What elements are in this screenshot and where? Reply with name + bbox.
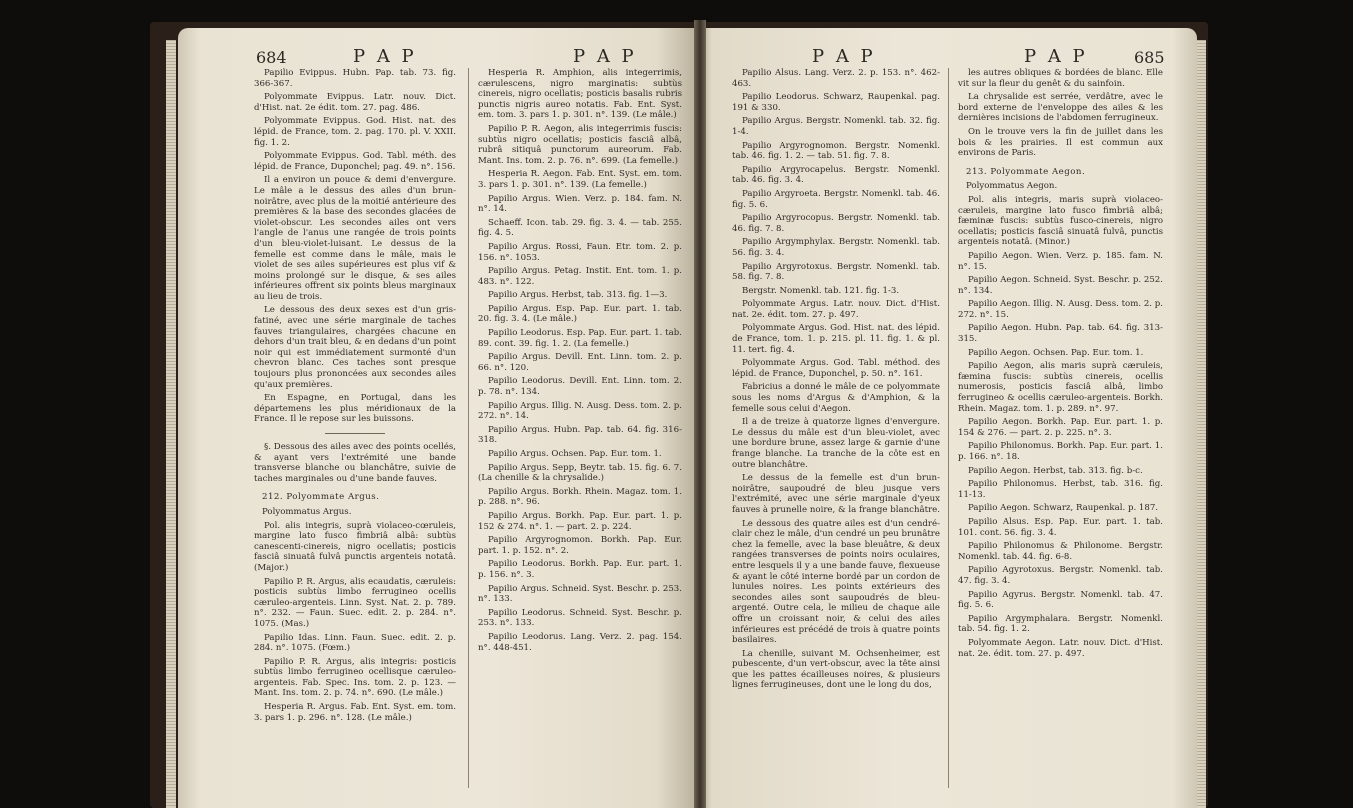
text-paragraph: Polyommate Evippus. God. Tabl. méth. des lépid. de France, Duponchel; pag. 49. n°. 156. [254,151,456,172]
text-paragraph: Papilio Leodorus. Lang. Verz. 2. pag. 154. n°. 448-451. [478,631,682,653]
text-paragraph: Papilio Agyrotoxus. Bergstr. Nomenkl. tab. 47. fig. 3. 4. [958,565,1163,586]
running-head-right-2: P A P [1024,46,1088,67]
text-paragraph: Papilio Aegon. Wien. Verz. p. 185. fam. N. n°. 15. [958,250,1163,272]
text-paragraph: Polyommate Evippus. Latr. nouv. Dict. d'Hist. nat. 2e édit. tom. 27. pag. 486. [254,92,456,113]
text-paragraph: Papilio Philonomus. Borkh. Pap. Eur. part. 1. p. 166. n°. 18. [958,441,1163,462]
text-paragraph: Papilio Argyrognomon. Bergstr. Nomenkl. tab. 46. fig. 1. 2. — tab. 51. fig. 7. 8. [732,140,940,162]
left-page [178,28,698,808]
text-paragraph: Hesperia R. Argus. Fab. Ent. Syst. em. tom. 3. pars 1. p. 296. n°. 128. (Le mâle.) [254,702,456,723]
text-paragraph: Papilio Philonomus. Herbst, tab. 316. fig. 11-13. [958,479,1163,500]
text-paragraph: Papilio Argus. Schneid. Syst. Beschr. p. 253. n°. 133. [478,583,682,605]
text-paragraph: Il a de treize à quatorze lignes d'envergure. Le dessus du mâle est d'un bleu-violet, avec une bordure brune, assez large & garnie d'une frange blanche. La tranche de la côte est en outre blanchâtre. [732,417,940,470]
column-divider [948,68,949,788]
left-page-edges [166,40,176,808]
text-paragraph: Papilio Aegon. Herbst, tab. 313. fig. b-c. [968,465,1143,476]
text-paragraph: Papilio Argymphalara. Bergstr. Nomenkl. tab. 54. fig. 1. 2. [958,613,1163,635]
text-paragraph: Polyommate Argus. God. Hist. nat. des lépid. de France, tom. 1. p. 215. pl. 11. fig. 1. & pl. 11. tert. fig. 4. [732,323,940,355]
text-paragraph: Papilio Alsus. Esp. Pap. Eur. part. 1. tab. 101. cont. 56. fig. 3. 4. [958,516,1163,538]
text-paragraph: Papilio P. R. Argus, alis ecaudatis, cæruleis: posticis subtùs limbo ferrugineo ocellis cæruleo-argenteis. Linn. Syst. Nat. 2. p. 789. n°. 232. — Faun. Suec. edit. 2. p. 284. n°. 1075. (Mas.) [254,576,456,629]
text-paragraph: Pol. alis integris, suprà violaceo-cœruleis, margine lato fusco fimbriâ albâ: subtùs canescenti-cinereis, nigro ocellatis; posticis fasciâ sinuatâ fulvâ punctis argenteis notatâ. (Major.) [254,520,456,573]
text-paragraph: Le dessous des quatre ailes est d'un cendré-clair chez le mâle, d'un cendré un peu brunâtre chez la femelle, avec la base bleuâtre, & deux rangées transverses de points noirs oculaires, entre lesquels il y a une bande fauve, flexueuse & ayant le côté interne bordé par un cordon de lunules noires. Les points extérieurs des secondes ailes sont saupoudrés de bleu-argenté. Outre cela, le milieu de chaque aile offre un croissant noir, & celui des ailes inférieures est précédé de trois à quatre points basilaires. [732,518,940,646]
text-paragraph: Fabricius a donné le mâle de ce polyommate sous les noms d'Argus & d'Amphion, & la femelle sous celui d'Aegon. [732,382,940,414]
text-paragraph: Papilio Evippus. Hubn. Pap. tab. 73. fig. 366-367. [254,68,456,89]
section-rule [325,433,385,434]
text-paragraph: Papilio P. R. Aegon, alis integerrimis fuscis: subtùs nigro ocellatis; posticis fasciâ albâ, rubrâ sitiquâ punctorum aureorum. Fab. Mant. Ins. tom. 2. p. 76. n°. 699. (La femelle.) [478,123,682,166]
text-paragraph: Papilio Aegon. Schneid. Syst. Beschr. p. 252. n°. 134. [958,275,1163,296]
text-paragraph: Papilio Argyroeta. Bergstr. Nomenkl. tab. 46. fig. 5. 6. [732,188,940,210]
text-paragraph: Papilio Aegon. Borkh. Pap. Eur. part. 1. p. 154 & 276. — part. 2. p. 225. n°. 3. [958,417,1163,438]
page-number-right: 685 [1134,48,1165,67]
running-head-right-1: P A P [812,46,876,67]
text-paragraph: Papilio Argus. Illig. N. Ausg. Dess. tom. 2. p. 272. n°. 14. [478,400,682,422]
text-paragraph: Papilio Argus. Wien. Verz. p. 184. fam. N. n°. 14. [478,193,682,215]
text-paragraph: Papilio Argus. Petag. Instit. Ent. tom. 1. p. 483. n°. 122. [478,266,682,287]
text-paragraph: Schaeff. Icon. tab. 29. fig. 3. 4. — tab. 255. fig. 4. 5. [478,217,682,239]
right-column-1 [732,68,940,694]
text-paragraph: Papilio Leodorus. Schwarz, Raupenkal. pag. 191 & 330. [732,92,940,113]
text-paragraph: Papilio Argyrocopus. Bergstr. Nomenkl. tab. 46. fig. 7. 8. [732,213,940,234]
right-page-edges [1196,40,1206,808]
text-paragraph: Le dessous des deux sexes est d'un gris-fatiné, avec une série marginale de taches fauves triangulaires, chargées chacune en dehors d'un trait bleu, & en dedans d'un point noir qui est immédiatement surmonté d'un chevron blanc. Ces taches sont presque toujours plus prononcées aux secondes ailes qu'aux premières. [254,305,456,390]
text-paragraph: Papilio Argus. Rossi, Faun. Etr. tom. 2. p. 156. n°. 1053. [478,241,682,263]
text-paragraph: Papilio Argymphylax. Bergstr. Nomenkl. tab. 56. fig. 3. 4. [732,237,940,258]
text-paragraph: Polyommate Argus. Latr. nouv. Dict. d'Hist. nat. 2e. édit. tom. 27. p. 497. [732,299,940,320]
text-paragraph: Papilio Leodorus. Schneid. Syst. Beschr. p. 253. n°. 133. [478,607,682,629]
text-paragraph: Papilio Aegon. Ochsen. Pap. Eur. tom. 1. [968,347,1144,358]
column-divider [468,68,469,788]
text-paragraph: Bergstr. Nomenkl. tab. 121. fig. 1-3. [742,285,900,296]
text-paragraph: Polyommate Evippus. God. Hist. nat. des lépid. de France, tom. 2. pag. 170. pl. V. XXII. fig. 1. 2. [254,116,456,148]
text-paragraph: Papilio Argus. Bergstr. Nomenkl. tab. 32. fig. 1-4. [732,116,940,137]
text-paragraph: Hesperia R. Amphion, alis integerrimis, cærulescens, nigro marginatis: subtùs cinereis, nigro ocellatis; posticis basalis rubris punctis nigris aureo notatis. Fab. Ent. Syst. em. tom. 3. pars 1. p. 301. n°. 139. (Le mâle.) [478,68,682,121]
text-paragraph: 213. Polyommate Aegon. [966,166,1086,177]
text-paragraph: Papilio Leodorus. Borkh. Pap. Eur. part. 1. p. 156. n°. 3. [478,559,682,580]
text-paragraph: En Espagne, en Portugal, dans les départemens les plus méridionaux de la France. Il le repose sur les buissons. [254,393,456,425]
text-paragraph: Papilio Alsus. Lang. Verz. 2. p. 153. n°. 462-463. [732,68,940,89]
text-paragraph: Papilio Aegon, alis maris suprà cæruleis, fæmina fuscis: subtùs cinereis, ocellis numerosis, posticis fasciâ albâ, limbo ferrugineo & ocellis cæruleo-argenteis. Borkh. Rhein. Magaz. tom. 1. p. 289. n°. 97. [958,361,1163,414]
text-paragraph: Polyommate Argus. God. Tabl. méthod. des lépid. de France, Duponchel, p. 50. n°. 161. [732,358,940,379]
text-paragraph: La chrysalide est serrée, verdâtre, avec le bord externe de l'enveloppe des ailes & les dernières incisions de l'abdomen ferrugineux. [958,92,1163,124]
text-paragraph: Polyommatus Argus. [262,506,352,517]
right-column-2 [958,68,1163,662]
text-paragraph: Papilio Argus. Devill. Ent. Linn. tom. 2. p. 66. n°. 120. [478,352,682,373]
text-paragraph: Il a environ un pouce & demi d'envergure. Le mâle a le dessus des ailes d'un brun-noirâtre, avec plus de la moitié antérieure des premières & la base des secondes glacées de violet-obscur. Les secondes ailes ont vers l'angle de l'anus une rangée de trois points d'un bleu-violet-luisant. Le dessus de la femelle est comme dans le mâle, mais le violet de ses ailes supérieures est plus vif & moins prolongé sur le disque, & ses ailes inférieures offrent six points bleus marginaux au lieu de trois. [254,175,456,302]
text-paragraph: Papilio Argus. Ochsen. Pap. Eur. tom. 1. [488,449,662,459]
text-paragraph: Polyommate Aegon. Latr. nouv. Dict. d'Hist. nat. 2e. édit. tom. 27. p. 497. [958,637,1163,659]
left-column-1 [254,68,456,726]
text-paragraph: Pol. alis integris, maris suprà violaceo-cæruleis, margine lato fusco fimbriâ albâ; fæminæ fuscis: subtùs fusco-cinereis, nigro ocellatis; posticis fasciâ sinuatâ fulvâ, punctis argenteis notatâ. (Minor.) [958,194,1163,248]
text-paragraph: Papilio P. R. Argus, alis integris: posticis subtùs limbo ferrugineo ocellisque cæruleo-argenteis. Fab. Spec. Ins. tom. 2. p. 123. — Mant. Ins. tom. 2. p. 74. n°. 690. (Le mâle.) [254,656,456,699]
text-paragraph: Hesperia R. Aegon. Fab. Ent. Syst. em. tom. 3. pars 1. p. 301. n°. 139. (La femelle.) [478,169,682,190]
text-paragraph: Papilio Argus. Herbst, tab. 313. fig. 1—3. [488,290,668,301]
text-paragraph: Papilio Argyrognomon. Borkh. Pap. Eur. part. 1. p. 152. n°. 2. [478,535,682,556]
text-paragraph: Papilio Argus. Hubn. Pap. tab. 64. fig. 316-318. [478,424,682,446]
text-paragraph: Papilio Agyrus. Bergstr. Nomenkl. tab. 47. fig. 5. 6. [958,589,1163,611]
text-paragraph: Papilio Philonomus & Philonome. Bergstr. Nomenkl. tab. 44. fig. 6-8. [958,541,1163,562]
text-paragraph: Papilio Aegon. Illig. N. Ausg. Dess. tom. 2. p. 272. n°. 15. [958,299,1163,320]
text-paragraph: 212. Polyommate Argus. [262,492,380,503]
text-paragraph: Papilio Aegon. Schwarz, Raupenkal. p. 187. [968,503,1159,514]
running-head-left-2: P A P [573,46,637,67]
text-paragraph: Papilio Leodorus. Devill. Ent. Linn. tom. 2. p. 78. n°. 134. [478,376,682,398]
text-paragraph: §. Dessous des ailes avec des points ocellés, & ayant vers l'extrémité une bande transverse blanche ou blanchâtre, suivie de taches marginales ou d'une bande fauves. [254,442,456,484]
left-column-2 [478,68,682,656]
text-paragraph: Papilio Aegon. Hubn. Pap. tab. 64. fig. 313-315. [958,323,1163,345]
text-paragraph: Papilio Argus. Borkh. Rhein. Magaz. tom. 1. p. 288. n°. 96. [478,486,682,508]
text-paragraph: Papilio Argus. Esp. Pap. Eur. part. 1. tab. 20. fig. 3. 4. (Le mâle.) [478,303,682,325]
text-paragraph: Le dessus de la femelle est d'un brun-noirâtre, saupoudré de bleu jusque vers l'extrémité, avec une série marginale d'yeux fauves à prunelle noire, & la frange blanchâtre. [732,473,940,515]
running-head-left-1: P A P [353,46,417,67]
book-gutter [694,20,706,808]
text-paragraph: Papilio Argyrotoxus. Bergstr. Nomenkl. tab. 58. fig. 7. 8. [732,261,940,283]
text-paragraph: les autres obliques & bordées de blanc. Elle vit sur la fleur du genêt & du sainfoin. [958,68,1163,89]
text-paragraph: Papilio Argyrocapelus. Bergstr. Nomenkl. tab. 46. fig. 3. 4. [732,164,940,186]
text-paragraph: Papilio Argus. Borkh. Pap. Eur. part. 1. p. 152 & 274. n°. 1. — part. 2. p. 224. [478,510,682,532]
text-paragraph: On le trouve vers la fin de juillet dans les bois & les prairies. Il est commun aux environs de Paris. [958,126,1163,159]
right-page [702,28,1197,808]
text-paragraph: La chenille, suivant M. Ochsenheimer, est pubescente, d'un vert-obscur, avec la tête ainsi que les pattes écailleuses noires, & plusieurs lignes ferrugineuses, dont une le long du dos, [732,648,940,691]
text-paragraph: Papilio Leodorus. Esp. Pap. Eur. part. 1. tab. 89. cont. 39. fig. 1. 2. (La femelle.) [478,328,682,349]
text-paragraph: Papilio Idas. Linn. Faun. Suec. edit. 2. p. 284. n°. 1075. (Fœm.) [254,632,456,654]
text-paragraph: Papilio Argus. Sepp, Beytr. tab. 15. fig. 6. 7. (La chenille & la chrysalide.) [478,462,682,484]
text-paragraph: Polyommatus Aegon. [966,181,1058,192]
page-number-left: 684 [256,48,287,67]
